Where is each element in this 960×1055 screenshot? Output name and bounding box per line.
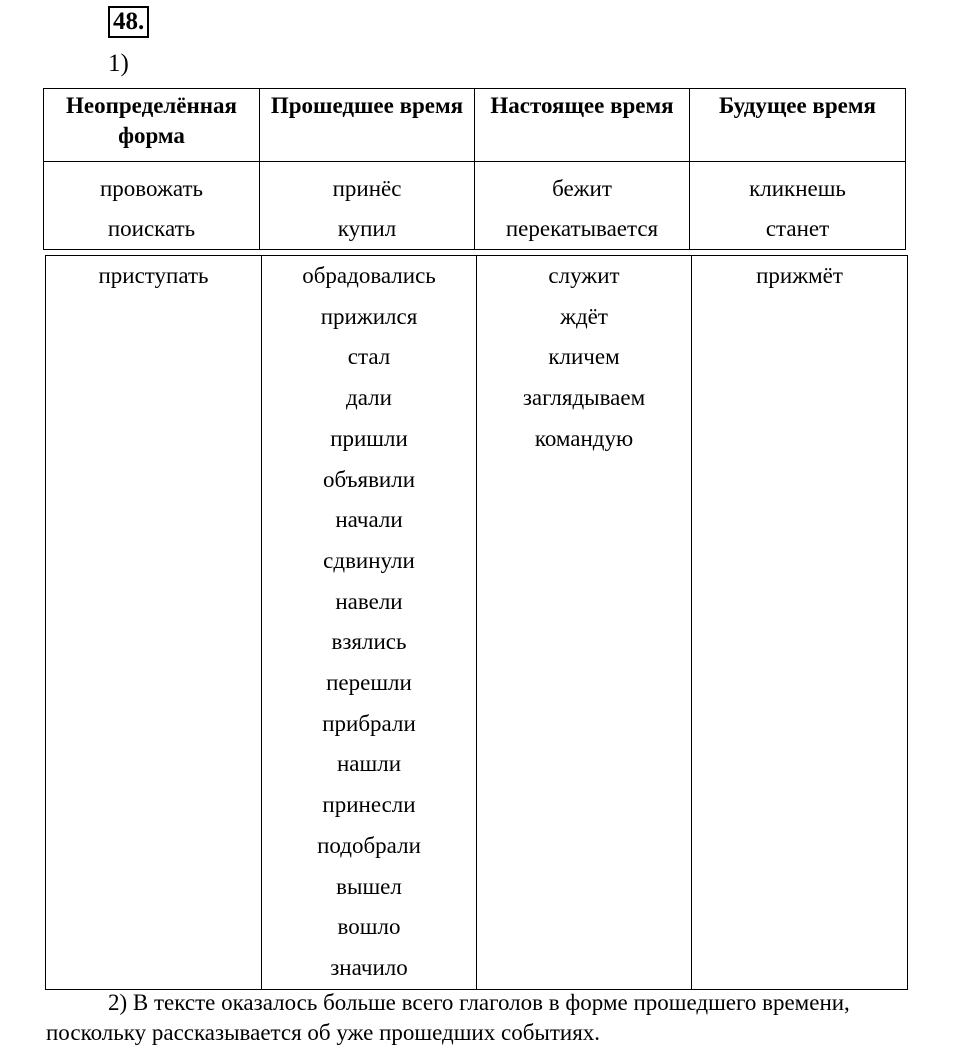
- verb-word: нашли: [336, 751, 401, 777]
- verb-word: прижмёт: [756, 263, 843, 288]
- verb-word: провожать: [100, 176, 203, 201]
- cell-past: [262, 256, 477, 990]
- cell-future: [690, 162, 906, 250]
- verb-word: кликнешь: [749, 176, 846, 201]
- verb-word: навели: [335, 588, 403, 614]
- verb-word: ждёт: [560, 303, 608, 329]
- verb-word: взялись: [331, 629, 407, 655]
- table-row: [44, 162, 906, 250]
- verb-word: значило: [330, 954, 408, 980]
- verb-tense-table-bottom: [45, 255, 908, 990]
- header-present: Настоящее время: [475, 89, 690, 162]
- verb-word: пришли: [330, 425, 408, 451]
- header-past: Прошедшее время: [260, 89, 475, 162]
- verb-word: заглядываем: [522, 385, 646, 411]
- verb-word: приступать: [98, 263, 209, 288]
- verb-word: командую: [534, 425, 634, 451]
- verb-word: бежит: [552, 176, 612, 201]
- verb-word: станет: [765, 216, 830, 241]
- verb-word: перекатывается: [505, 216, 659, 241]
- verb-word: обрадовались: [302, 263, 436, 288]
- verb-word: прижился: [320, 303, 418, 329]
- verb-word: вошло: [337, 914, 401, 940]
- verb-word: начали: [335, 507, 403, 533]
- header-row: [44, 89, 906, 162]
- verb-word: принесли: [322, 792, 416, 818]
- cell-past: [260, 162, 475, 250]
- verb-word: перешли: [326, 670, 412, 696]
- cell-infinitive: [44, 162, 260, 250]
- verb-word: поискать: [107, 216, 196, 241]
- conclusion-paragraph: 2) В тексте оказалось больше всего глаголов в форме прошедшего времени, поскольку рассказывается об уже прошедших событиях.: [46, 990, 850, 1045]
- verb-tense-table-top: [43, 88, 906, 250]
- header-future: Будущее время: [690, 89, 906, 162]
- cell-future: [692, 256, 908, 990]
- cell-infinitive: [46, 256, 262, 990]
- verb-word: купил: [337, 216, 397, 241]
- part-1-label: 1): [108, 50, 129, 77]
- verb-word: объявили: [322, 466, 416, 492]
- verb-word: подобрали: [317, 832, 421, 858]
- verb-word: прибрали: [322, 710, 416, 736]
- exercise-number: 48.: [108, 6, 149, 38]
- cell-present: [477, 256, 692, 990]
- cell-present: [475, 162, 690, 250]
- verb-word: дали: [346, 385, 392, 411]
- verb-word: принёс: [332, 176, 402, 201]
- header-infinitive: Неопределённая форма: [44, 89, 260, 162]
- verb-word: стал: [347, 344, 391, 370]
- verb-word: вышел: [336, 873, 402, 899]
- table-row: [46, 256, 908, 990]
- verb-word: служит: [548, 263, 620, 288]
- verb-word: кличем: [548, 344, 620, 370]
- verb-word: сдвинули: [323, 547, 415, 573]
